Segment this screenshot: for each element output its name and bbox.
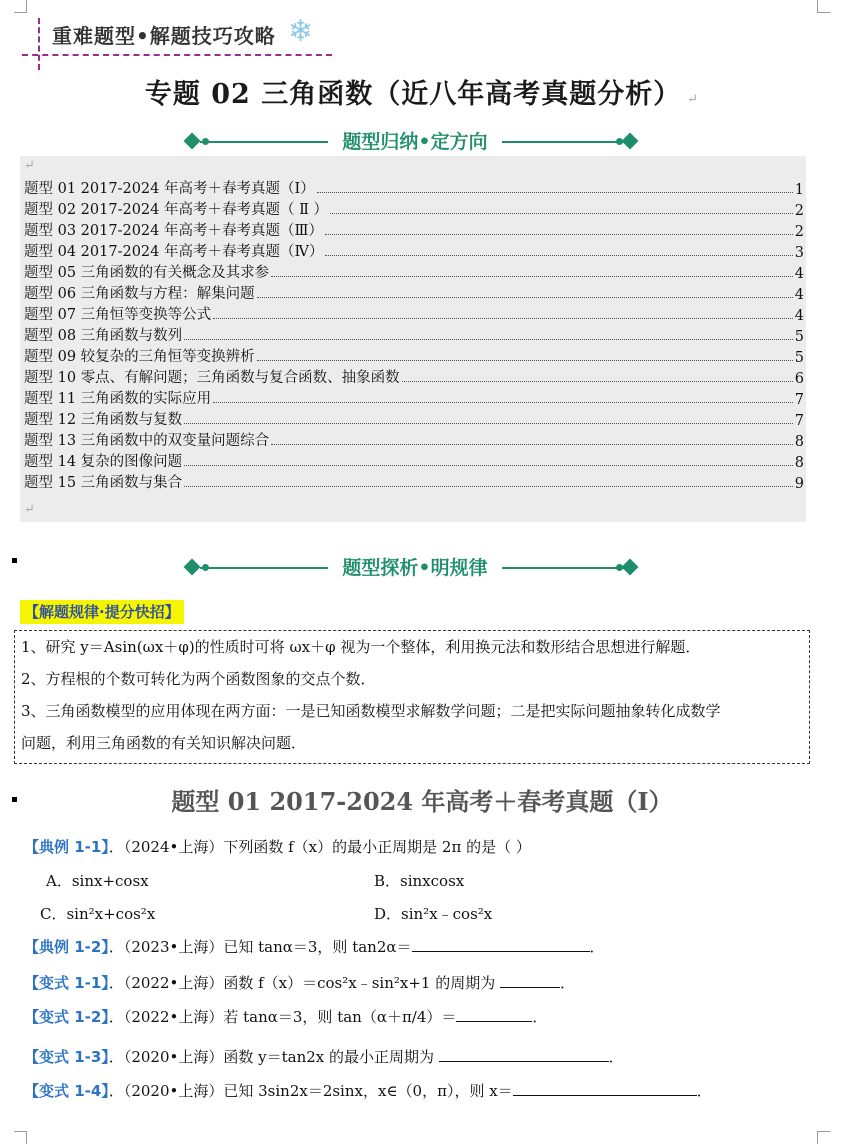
banner-vertical-rule — [38, 18, 40, 70]
question-tag: 【变式 1-4】 — [24, 1082, 109, 1100]
header-banner — [22, 14, 332, 66]
question-tag: 【变式 1-1】 — [24, 974, 109, 992]
question-example-1-2: 【典例 1-2】．（2023•上海）已知 tanα＝3，则 tan2α＝ ． — [24, 938, 605, 956]
toc-row[interactable]: 题型 01 2017-2024 年高考＋春考真题（Ⅰ） 1 — [24, 181, 804, 198]
question-tag: 【典例 1-2】 — [24, 938, 109, 956]
toc-row[interactable]: 题型 05 三角函数的有关概念及其求参 4 — [24, 265, 804, 282]
question-text: ．（2020•上海）函数 y＝tan2x 的最小正周期为 — [108, 1048, 439, 1066]
section-heading-toc: 题型归纳•定方向 — [180, 127, 650, 154]
toc-row[interactable]: 题型 12 三角函数与复数 7 — [24, 412, 804, 429]
corner-mark-bottom-right — [817, 1131, 830, 1144]
toc-row[interactable]: 题型 08 三角函数与数列 5 — [24, 328, 804, 345]
option-d[interactable]: D．sin²x﹣cos²x — [374, 905, 493, 923]
return-mark-icon: ↵ — [24, 158, 35, 173]
question-text: ．（2023•上海）已知 tanα＝3，则 tan2α＝ — [108, 938, 412, 956]
question-variant-1-1: 【变式 1-1】．（2022•上海）函数 f（x）＝cos²x﹣sin²x+1 的周期为 ． — [24, 974, 576, 992]
option-b[interactable]: B．sinxcosx — [374, 872, 465, 890]
answer-blank[interactable] — [456, 1007, 532, 1022]
toc-row[interactable]: 题型 07 三角恒等变换等公式 4 — [24, 307, 804, 324]
return-mark-icon: ↵ — [687, 92, 700, 107]
question-tag: 【变式 1-2】 — [24, 1008, 109, 1026]
tip-line: 问题，利用三角函数的有关知识解决问题． — [21, 734, 307, 752]
question-text: ．（2022•上海）函数 f（x）＝cos²x﹣sin²x+1 的周期为 — [108, 974, 501, 992]
type-heading: 题型 01 2017-2024 年高考＋春考真题（I） — [171, 787, 673, 816]
toc-row[interactable]: 题型 14 复杂的图像问题 8 — [24, 454, 804, 471]
banner-text: 重难题型•解题技巧攻略 — [52, 24, 276, 48]
corner-mark-top-right — [817, 0, 830, 13]
question-tag: 【变式 1-3】 — [24, 1048, 109, 1066]
table-of-contents — [20, 156, 806, 522]
tips-tag: 【解题规律·提分快招】 — [20, 600, 184, 624]
corner-mark-top-left — [14, 0, 27, 13]
question-example-1-1 — [24, 836, 531, 857]
page-title — [0, 72, 844, 111]
section-banner-toc — [180, 127, 650, 157]
return-mark-icon: ↵ — [24, 502, 35, 517]
question-text: ．（2024•上海）下列函数 f（x）的最小正周期是 2π 的是（ ） — [108, 838, 531, 856]
question-variant-1-3: 【变式 1-3】．（2020•上海）函数 y＝tan2x 的最小正周期为 ． — [24, 1048, 624, 1066]
toc-row[interactable]: 题型 02 2017-2024 年高考＋春考真题（ Ⅱ ） 2 — [24, 202, 804, 219]
answer-blank[interactable] — [500, 973, 560, 988]
page-title-text: 专题 02 三角函数（近八年高考真题分析） — [144, 79, 682, 110]
toc-row[interactable]: 题型 11 三角函数的实际应用 7 — [24, 391, 804, 408]
question-variant-1-4: 【变式 1-4】．（2020•上海）已知 3sin2x＝2sinx，x∈（0，π），则 x＝ ． — [24, 1082, 712, 1100]
toc-row[interactable]: 题型 03 2017-2024 年高考＋春考真题（Ⅲ） 2 — [24, 223, 804, 240]
toc-row[interactable]: 题型 09 较复杂的三角恒等变换辨析 5 — [24, 349, 804, 366]
question-tag: 【典例 1-1】 — [24, 838, 109, 856]
option-c[interactable]: C．sin²x+cos²x — [40, 905, 156, 923]
toc-row[interactable]: 题型 13 三角函数中的双变量问题综合 8 — [24, 433, 804, 450]
toc-row[interactable]: 题型 06 三角函数与方程：解集问题 4 — [24, 286, 804, 303]
answer-blank[interactable] — [412, 937, 590, 952]
question-text: ．（2022•上海）若 tanα＝3，则 tan（α＋π/4）＝ — [108, 1008, 457, 1026]
paragraph-bullet — [12, 558, 17, 563]
section-heading-explore: 题型探析•明规律 — [180, 553, 650, 580]
tip-line: 3、三角函数模型的应用体现在两方面：一是已知函数模型求解数学问题；二是把实际问题抽象转化成数学 — [21, 702, 721, 720]
tip-line: 2、方程根的个数可转化为两个函数图象的交点个数． — [21, 670, 376, 688]
question-variant-1-2: 【变式 1-2】．（2022•上海）若 tanα＝3，则 tan（α＋π/4）＝ ． — [24, 1008, 548, 1026]
answer-blank[interactable] — [439, 1047, 609, 1062]
snowflake-icon: ❄ — [288, 14, 314, 49]
tip-line: 1、研究 y＝Asin(ωx＋φ)的性质时可将 ωx＋φ 视为一个整体，利用换元法和数形结合思想进行解题． — [21, 638, 701, 656]
tips-box — [14, 630, 810, 764]
corner-mark-bottom-left — [14, 1131, 27, 1144]
option-a[interactable]: A．sinx+cosx — [46, 872, 149, 890]
question-text: ．（2020•上海）已知 3sin2x＝2sinx，x∈（0，π），则 x＝ — [108, 1082, 513, 1100]
answer-blank[interactable] — [513, 1081, 697, 1096]
toc-row[interactable]: 题型 10 零点、有解问题；三角函数与复合函数、抽象函数 6 — [24, 370, 804, 387]
banner-horizontal-rule — [22, 54, 332, 56]
toc-row[interactable]: 题型 04 2017-2024 年高考＋春考真题（Ⅳ） 3 — [24, 244, 804, 261]
toc-row[interactable]: 题型 15 三角函数与集合 9 — [24, 475, 804, 492]
section-banner-explore — [180, 553, 650, 583]
